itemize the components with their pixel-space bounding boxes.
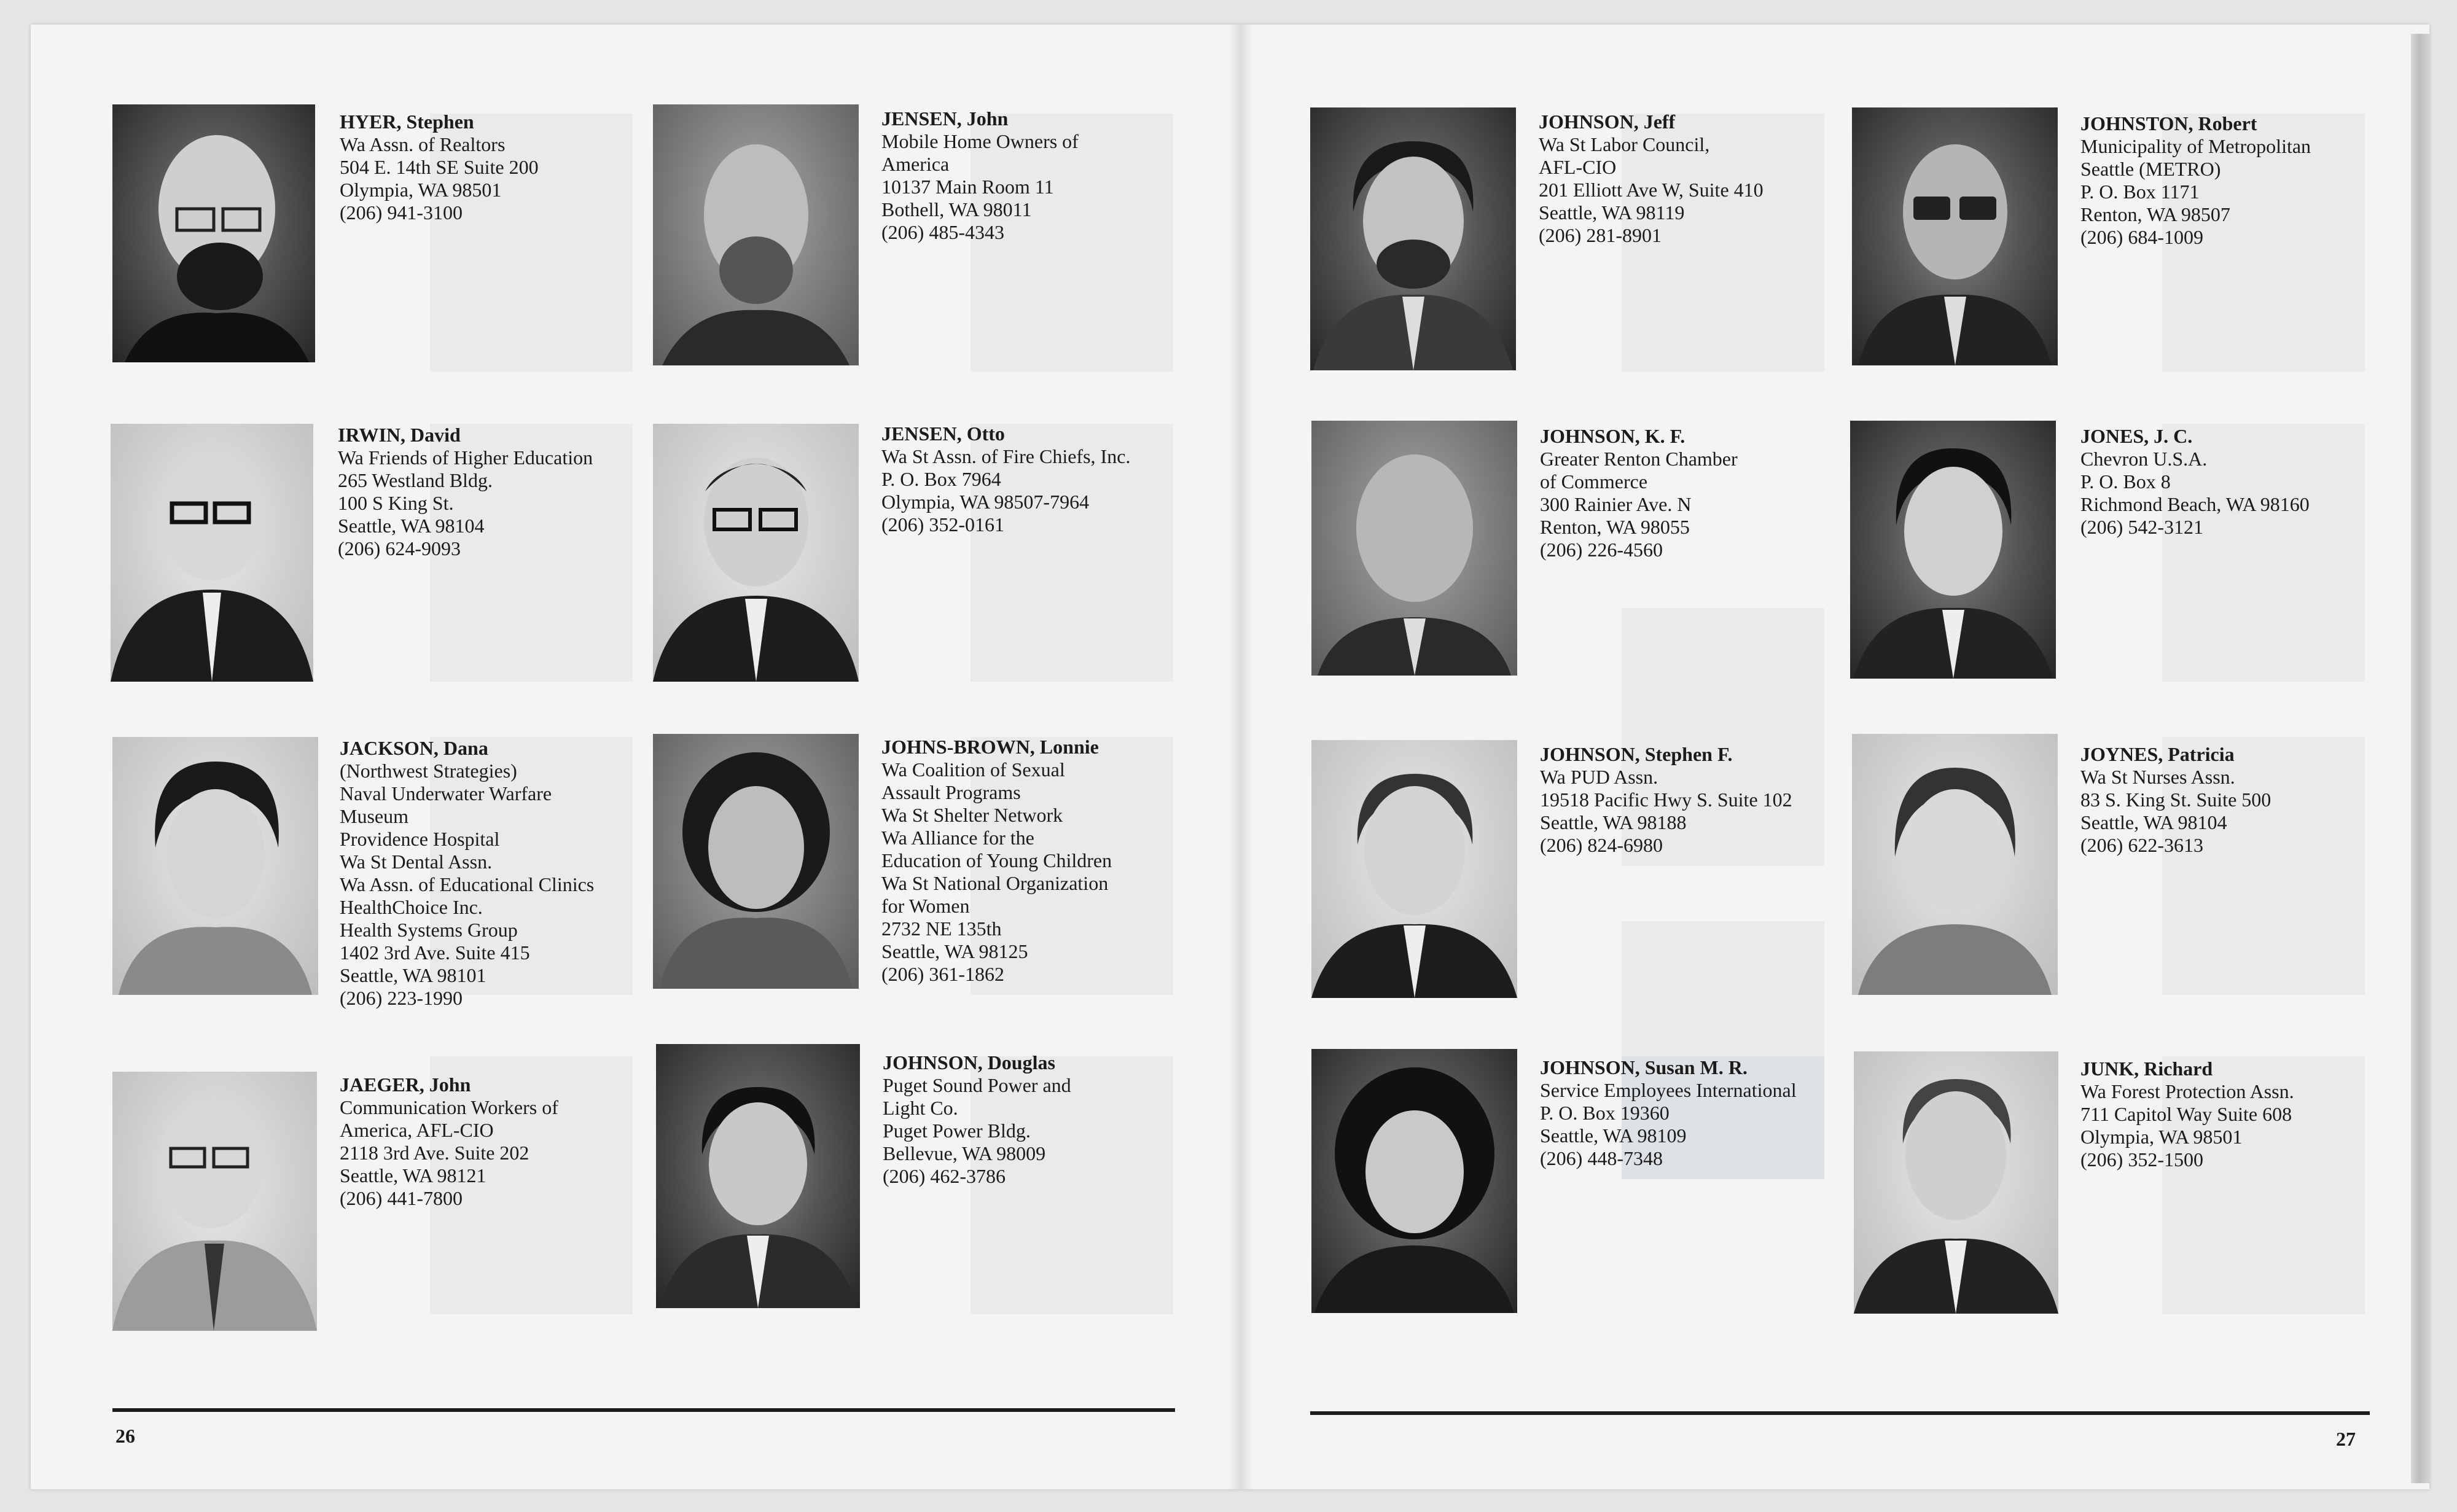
entry-line: Naval Underwater Warfare [340, 782, 552, 805]
entry-line: 1402 3rd Ave. Suite 415 [340, 941, 530, 964]
entry-line: Wa St Dental Assn. [340, 851, 493, 873]
portrait-photo [112, 737, 318, 995]
entry-line: Wa Alliance for the [881, 827, 1034, 849]
entry-line: (206) 281-8901 [1539, 224, 1662, 246]
entry-line: Olympia, WA 98507-7964 [881, 491, 1090, 513]
entry-line: 711 Capitol Way Suite 608 [2080, 1103, 2292, 1125]
entry-name: HYER, Stephen [340, 111, 474, 133]
book-gutter [1228, 25, 1253, 1489]
portrait-photo [1311, 740, 1517, 998]
entry-line: Wa St Assn. of Fire Chiefs, Inc. [881, 445, 1131, 467]
entry-line: (206) 226-4560 [1540, 539, 1663, 561]
entry-line: 201 Elliott Ave W, Suite 410 [1539, 179, 1764, 201]
entry-text [1540, 743, 1792, 857]
entry-text [2080, 112, 2311, 249]
entry-line: Wa St Labor Council, [1539, 133, 1710, 155]
entry-line: P. O. Box 7964 [881, 468, 1001, 490]
entry-name: JOHNS-BROWN, Lonnie [881, 736, 1099, 758]
entry-text [340, 1074, 558, 1210]
entry-line: P. O. Box 8 [2080, 470, 2171, 493]
entry-line: Bothell, WA 98011 [881, 198, 1032, 220]
portrait-photo [1311, 421, 1517, 676]
entry-line: Seattle, WA 98101 [340, 964, 486, 986]
entry-line: Wa Forest Protection Assn. [2080, 1080, 2294, 1102]
entry-line: Puget Power Bldg. [883, 1120, 1031, 1142]
footer-rule [112, 1408, 1175, 1412]
entry-line: (206) 824-6980 [1540, 834, 1663, 856]
entry-line: Seattle, WA 98188 [1540, 811, 1687, 833]
entry-name: JOHNSON, Stephen F. [1540, 743, 1733, 765]
entry-text [883, 1051, 1071, 1188]
portrait-photo [1311, 1049, 1517, 1313]
portrait-photo [653, 734, 859, 989]
entry-line: P. O. Box 19360 [1540, 1102, 1670, 1124]
entry-line: 19518 Pacific Hwy S. Suite 102 [1540, 789, 1792, 811]
entry-line: Wa Assn. of Educational Clinics [340, 873, 595, 895]
entry-line: (206) 352-0161 [881, 513, 1004, 536]
entry-line: (206) 223-1990 [340, 987, 463, 1009]
entry-line: Mobile Home Owners of [881, 130, 1079, 152]
entry-line: Health Systems Group [340, 919, 518, 941]
entry-line: Seattle (METRO) [2080, 158, 2221, 180]
entry-name: JACKSON, Dana [340, 737, 488, 759]
entry-line: (206) 622-3613 [2080, 834, 2203, 856]
entry-line: (206) 684-1009 [2080, 226, 2203, 248]
entry-line: (206) 624-9093 [338, 537, 461, 559]
entry-line: 300 Rainier Ave. N [1540, 493, 1692, 515]
entry-name: JOHNSON, Susan M. R. [1540, 1056, 1748, 1078]
entry-text [881, 736, 1112, 986]
entry-line: America [881, 153, 950, 175]
entry-name: JOHNSON, K. F. [1540, 425, 1686, 447]
portrait-photo [1850, 421, 2056, 679]
entry-line: Greater Renton Chamber [1540, 448, 1738, 470]
entry-line: Service Employees International [1540, 1079, 1797, 1101]
portrait-photo [1852, 734, 2058, 995]
entry-line: Museum [340, 805, 408, 827]
entry-line: Light Co. [883, 1097, 958, 1119]
entry-text [2080, 743, 2271, 857]
entry-line: 265 Westland Bldg. [338, 469, 493, 491]
entry-line: P. O. Box 1171 [2080, 181, 2200, 203]
entry-line: for Women [881, 895, 970, 917]
entry-line: Providence Hospital [340, 828, 500, 850]
entry-line: Wa PUD Assn. [1540, 766, 1658, 788]
entry-text [1540, 425, 1738, 561]
entry-line: Assault Programs [881, 781, 1021, 803]
entry-line: (206) 941-3100 [340, 201, 463, 224]
entry-name: JAEGER, John [340, 1074, 471, 1096]
entry-line: Seattle, WA 98119 [1539, 201, 1685, 224]
portrait-photo [1310, 107, 1516, 370]
footer-rule [1310, 1411, 2370, 1415]
entry-line: 504 E. 14th SE Suite 200 [340, 156, 539, 178]
portrait-photo [112, 104, 315, 362]
entry-text [338, 424, 593, 560]
entry-name: JUNK, Richard [2080, 1058, 2213, 1080]
entry-line: (206) 352-1500 [2080, 1148, 2203, 1171]
entry-line: (206) 485-4343 [881, 221, 1004, 243]
entry-line: Renton, WA 98055 [1540, 516, 1690, 538]
page-edge [2411, 34, 2431, 1483]
entry-line: Municipality of Metropolitan [2080, 135, 2311, 157]
portrait-photo [1852, 107, 2058, 365]
entry-line: of Commerce [1540, 470, 1648, 493]
entry-name: JENSEN, Otto [881, 423, 1005, 445]
entry-name: IRWIN, David [338, 424, 461, 446]
entry-line: Chevron U.S.A. [2080, 448, 2208, 470]
entry-line: Olympia, WA 98501 [340, 179, 502, 201]
entry-text [1540, 1056, 1797, 1170]
entry-text [340, 111, 539, 224]
entry-line: 2118 3rd Ave. Suite 202 [340, 1142, 529, 1164]
entry-line: Seattle, WA 98121 [340, 1164, 486, 1187]
entry-line: America, AFL-CIO [340, 1119, 494, 1141]
portrait-photo [653, 104, 859, 365]
entry-text [881, 423, 1130, 536]
entry-text [340, 737, 594, 1010]
entry-line: Communication Workers of [340, 1096, 558, 1118]
entry-line: 83 S. King St. Suite 500 [2080, 789, 2271, 811]
entry-text [1539, 111, 1764, 247]
entry-text [2080, 1058, 2294, 1171]
entry-line: HealthChoice Inc. [340, 896, 483, 918]
entry-line: 100 S King St. [338, 492, 454, 514]
entry-name: JOYNES, Patricia [2080, 743, 2235, 765]
entry-line: Seattle, WA 98109 [1540, 1124, 1687, 1147]
entry-line: (206) 441-7800 [340, 1187, 463, 1209]
entry-text [2080, 425, 2310, 539]
portrait-photo [656, 1044, 860, 1308]
entry-name: JENSEN, John [881, 107, 1009, 130]
portrait-photo [112, 1072, 317, 1331]
entry-line: 10137 Main Room 11 [881, 176, 1054, 198]
entry-line: Wa St Shelter Network [881, 804, 1063, 826]
entry-line: (206) 542-3121 [2080, 516, 2203, 538]
entry-line: Wa St National Organization [881, 872, 1109, 894]
entry-line: Olympia, WA 98501 [2080, 1126, 2243, 1148]
page-number: 27 [2336, 1428, 2356, 1450]
entry-line: Education of Young Children [881, 849, 1112, 871]
entry-line: Wa Coalition of Sexual [881, 758, 1065, 781]
entry-line: Seattle, WA 98125 [881, 940, 1028, 962]
portrait-photo [1854, 1051, 2058, 1314]
entry-line: Renton, WA 98507 [2080, 203, 2230, 225]
entry-name: JOHNSON, Jeff [1539, 111, 1676, 133]
entry-line: Seattle, WA 98104 [338, 515, 485, 537]
portrait-photo [111, 424, 313, 682]
entry-line: Puget Sound Power and [883, 1074, 1071, 1096]
entry-name: JONES, J. C. [2080, 425, 2193, 447]
entry-line: (206) 448-7348 [1540, 1147, 1663, 1169]
entry-name: JOHNSON, Douglas [883, 1051, 1055, 1074]
entry-line: AFL-CIO [1539, 156, 1617, 178]
entry-name: JOHNSTON, Robert [2080, 112, 2257, 134]
entry-line: (Northwest Strategies) [340, 760, 517, 782]
entry-line: Wa Assn. of Realtors [340, 133, 506, 155]
entry-line: Seattle, WA 98104 [2080, 811, 2227, 833]
entry-line: Wa Friends of Higher Education [338, 446, 593, 469]
entry-line: (206) 462-3786 [883, 1165, 1006, 1187]
portrait-photo [653, 424, 859, 682]
entry-line: (206) 361-1862 [881, 963, 1004, 985]
entry-line: Richmond Beach, WA 98160 [2080, 493, 2310, 515]
entry-text [881, 107, 1079, 244]
entry-line: Bellevue, WA 98009 [883, 1142, 1046, 1164]
entry-line: Wa St Nurses Assn. [2080, 766, 2235, 788]
page-number: 26 [115, 1425, 135, 1447]
entry-line: 2732 NE 135th [881, 918, 1002, 940]
